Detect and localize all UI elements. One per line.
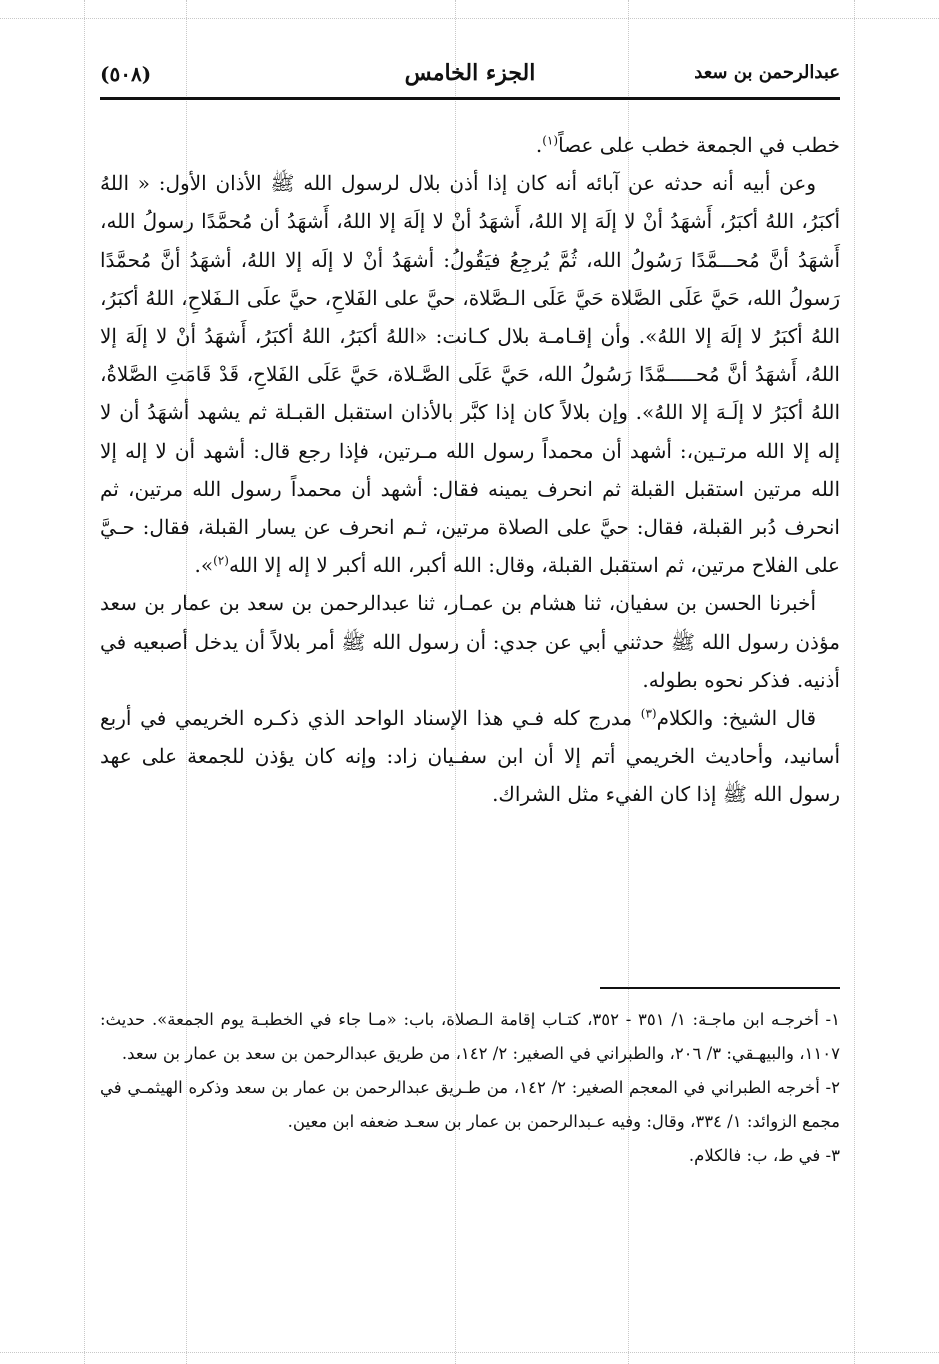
scan-guide-line (854, 0, 855, 1364)
footnote: ١- أخرجـه ابن ماجـة: ١/ ٣٥١ - ٣٥٢، كتـاب إقامة الـصلاة، باب: «مـا جاء في الخطبـة يوم الجمعة». حديث: ١١٠٧، والبيهـقي: ٣/ ٢٠٦، والطبراني في الصغير: ٢/ ١٤٢، من طريق عبدالرحمن بن سعد بن عمار بن سعد. (100, 1010, 840, 1063)
paragraph-text: أخبرنا الحسن بن سفيان، ثنا هشام بن عمـار، ثنا عبدالرحمن بن سعد بن عمار بن سعد مؤذن رسول الله ﷺ حدثني أبي عن جدي: أن رسول الله ﷺ أمر بلالاً أن يدخل أصبعيه في أذنيه. فذكر نحوه بطوله. (100, 591, 840, 692)
page-number: (٥٠٨) (100, 62, 152, 86)
footnote-separator (600, 987, 840, 989)
footnote: ٢- أخرجه الطبراني في المعجم الصغير: ٢/ ١٤٢، من طـريق عبدالرحمن بن عمار بن سعد وذكره الهيثمـي في مجمع الزوائد: ١/ ٣٣٤، وقال: وفيه عـبدالرحمن بن عمار بن سعـد ضعفه ابن معين. (100, 1078, 841, 1131)
footnote-marker: (٣) (640, 706, 657, 721)
footnote-marker: (٢) (213, 553, 229, 568)
part-title: الجزء الخامس (404, 60, 536, 86)
footnotes (100, 1003, 840, 1173)
paragraph (100, 164, 840, 584)
paragraph-text: ». (194, 553, 214, 578)
main-text (100, 126, 840, 814)
paragraph-text: . (535, 133, 543, 157)
header-rule (100, 97, 840, 100)
page-header (100, 58, 840, 94)
scan-guide-line (0, 1352, 939, 1353)
paragraph-text: وعن أبيه أنه حدثه عن آبائه أنه كان إذا أذن بلال لرسول الله ﷺ الأذان الأول: « اللهُ أكبَرُ، اللهُ أكبَرُ، أَشهَدُ أنْ لا إلَهَ إلا اللهُ، أَشهَدُ أنْ لا إلَهَ إلا اللهُ، أَشهَدُ أن مُحمَّدًا رسولُ الله، أَشهَدُ أنَّ مُحـــمَّدًا رَسُولُ الله، ثُمَّ يُرجِعُ فيَقُولُ: أشهَدُ أنْ لا إلَه إلا اللهُ، أشهَدُ أنَّ مُحمَّدًا رَسولُ الله، حَيَّ عَلَى الصَّلاة حَيَّ عَلَى الـصَّلاة، حيَّ على الفَلاحِ، حيَّ علَى الـفَلاحِ، اللهُ أكبَرُ، اللهُ أكبَرُ لا إلَهَ إلا اللهُ». وأن إقـامـة بلال كـانت: «اللهُ أكبَرُ، اللهُ أكبَرُ، أَشهَدُ أنْ لا إلَهَ إلا اللهُ، أَشهَدُ أنَّ مُحـــــمَّدًا رَسُولُ الله، حَيَّ عَلَى الصَّـلاة، حَيَّ عَلَى الفَلاحِ، قَدْ قَامَتِ الصَّلاةُ، اللهُ أكبَرُ لا إلَـهَ إلا اللهُ». وإن بلالاً كان إذا كبَّر بالأذان استقبل القبـلة ثم يشهد أشهَدُ أن لا إله إلا الله مرتـين،: أشهد أن محمداً رسول الله مـرتين، فإذا رجع قال: أشهد أن لا إله إلا الله مرتين استقبل القبلة ثم انحرف يمينه فقال: أشهد أن محمداً رسول الله مرتين، ثم انحرف دُبر القبلة، فقال: حيَّ على الصلاة مرتين، ثـم انحرف عن يسار القبلة، فقال: حـيَّ على الفلاح مرتين، ثم استقبل القبلة، وقال: الله أكبر، الله أكبر لا إله إلا الله (100, 171, 840, 578)
paragraph (100, 699, 840, 814)
paragraph (100, 584, 840, 699)
paragraph-text: قال الشيخ: والكلام (656, 706, 817, 731)
scan-guide-line (0, 18, 939, 19)
footnote: ٣- في ط، ب: فالكلام. (688, 1146, 840, 1165)
paragraph (100, 126, 840, 164)
biography-name: عبدالرحمن بن سعد (694, 62, 840, 83)
footnote-marker: (١) (542, 133, 559, 148)
paragraph-text: خطب في الجمعة خطب على عصاً (558, 133, 840, 157)
paragraph-text: مدرج كله فـي هذا الإسناد الواحد الذي ذكـره الخريمي في أربع أسانيد، وأحاديث الخريمي أتم إلا أن ابن سفـيان زاد: وإنه كان يؤذن للجمعة على عهد رسول الله ﷺ إذا كان الفيء مثل الشراك. (100, 706, 840, 807)
scan-guide-line (84, 0, 85, 1364)
